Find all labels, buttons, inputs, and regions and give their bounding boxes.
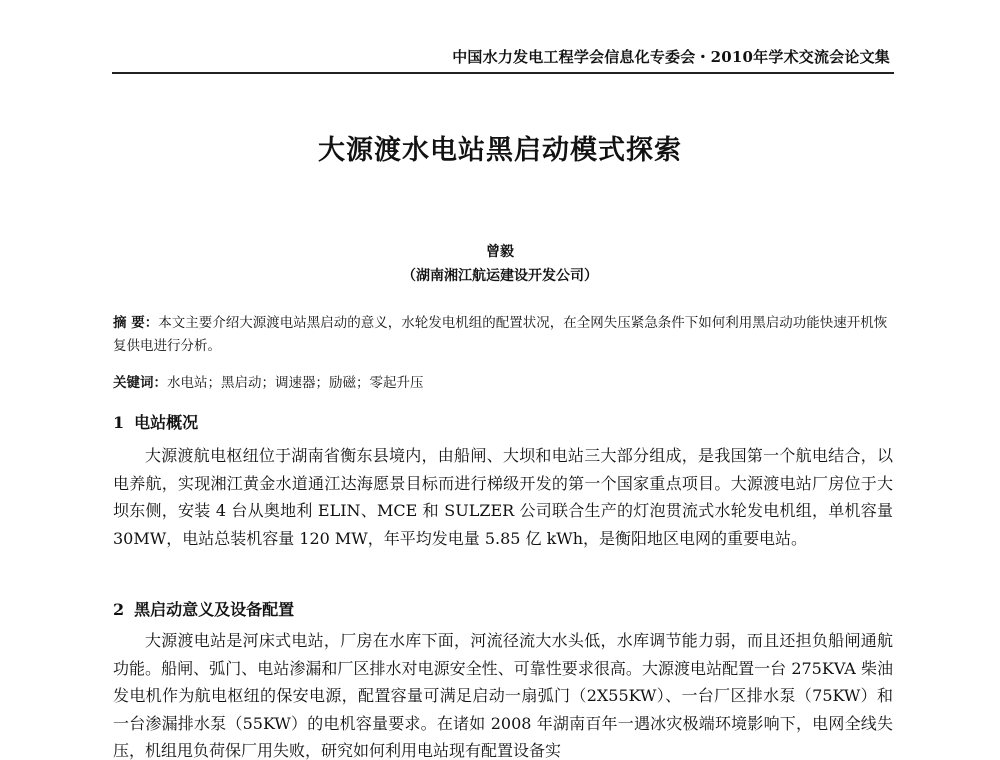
section-number: 2 bbox=[113, 600, 125, 619]
section-paragraph: 大源渡航电枢纽位于湖南省衡东县境内，由船闸、大坝和电站三大部分组成，是我国第一个航电结合，以电养航，实现湘江黄金水道通江达海愿景目标而进行梯级开发的第一个国家重点项目。大源渡电站厂房位于大坝东侧，安装 4 台从奥地利 ELIN、MCE 和 SULZER 公司联合生产的灯泡贯流式水轮发电机组，单机容量 30MW，电站总装机容量 120 MW，年平均发电量 5.85 亿 kWh，是衡阳地区电网的重要电站。 bbox=[113, 446, 893, 548]
abstract-text: 本文主要介绍大源渡电站黑启动的意义，水轮发电机组的配置状况，在全网失压紧急条件下如何利用黑启动功能快速开机恢复供电进行分析。 bbox=[113, 315, 888, 354]
section-heading bbox=[113, 597, 893, 620]
abstract bbox=[113, 312, 893, 358]
running-header: 中国水力发电工程学会信息化专委会・2010年学术交流会论文集 bbox=[452, 48, 890, 66]
header-rule bbox=[112, 72, 894, 74]
paper-title: 大源渡水电站黑启动模式探索 bbox=[318, 135, 682, 166]
author-affiliation: （湖南湘江航运建设开发公司） bbox=[402, 268, 598, 284]
author-name: 曾毅 bbox=[486, 244, 514, 260]
section-number: 1 bbox=[113, 413, 125, 432]
keywords-text: 水电站；黑启动；调速器；励磁；零起升压 bbox=[167, 375, 424, 391]
section-title: 电站概况 bbox=[134, 413, 199, 432]
abstract-label: 摘 要： bbox=[113, 315, 159, 331]
section-title: 黑启动意义及设备配置 bbox=[134, 600, 295, 619]
keywords-label: 关键词： bbox=[113, 375, 167, 391]
keywords bbox=[113, 372, 893, 394]
section-paragraph: 大源渡电站是河床式电站，厂房在水库下面，河流径流大水头低，水库调节能力弱，而且还担负船闸通航功能。船闸、弧门、电站渗漏和厂区排水对电源安全性、可靠性要求很高。大源渡电站配置一台 275KVA 柴油发电机作为航电枢纽的保安电源，配置容量可满足启动一扇弧门（2X55KW）、一台厂区排水泵（75KW）和一台渗漏排水泵（55KW）的电机容量要求。在诸如 2008 年湖南百年一遇冰灾极端环境影响下，电网全线失压，机组甩负荷保厂用失败，研究如何利用电站现有配置设备实 bbox=[113, 631, 893, 760]
section-heading bbox=[113, 410, 893, 433]
